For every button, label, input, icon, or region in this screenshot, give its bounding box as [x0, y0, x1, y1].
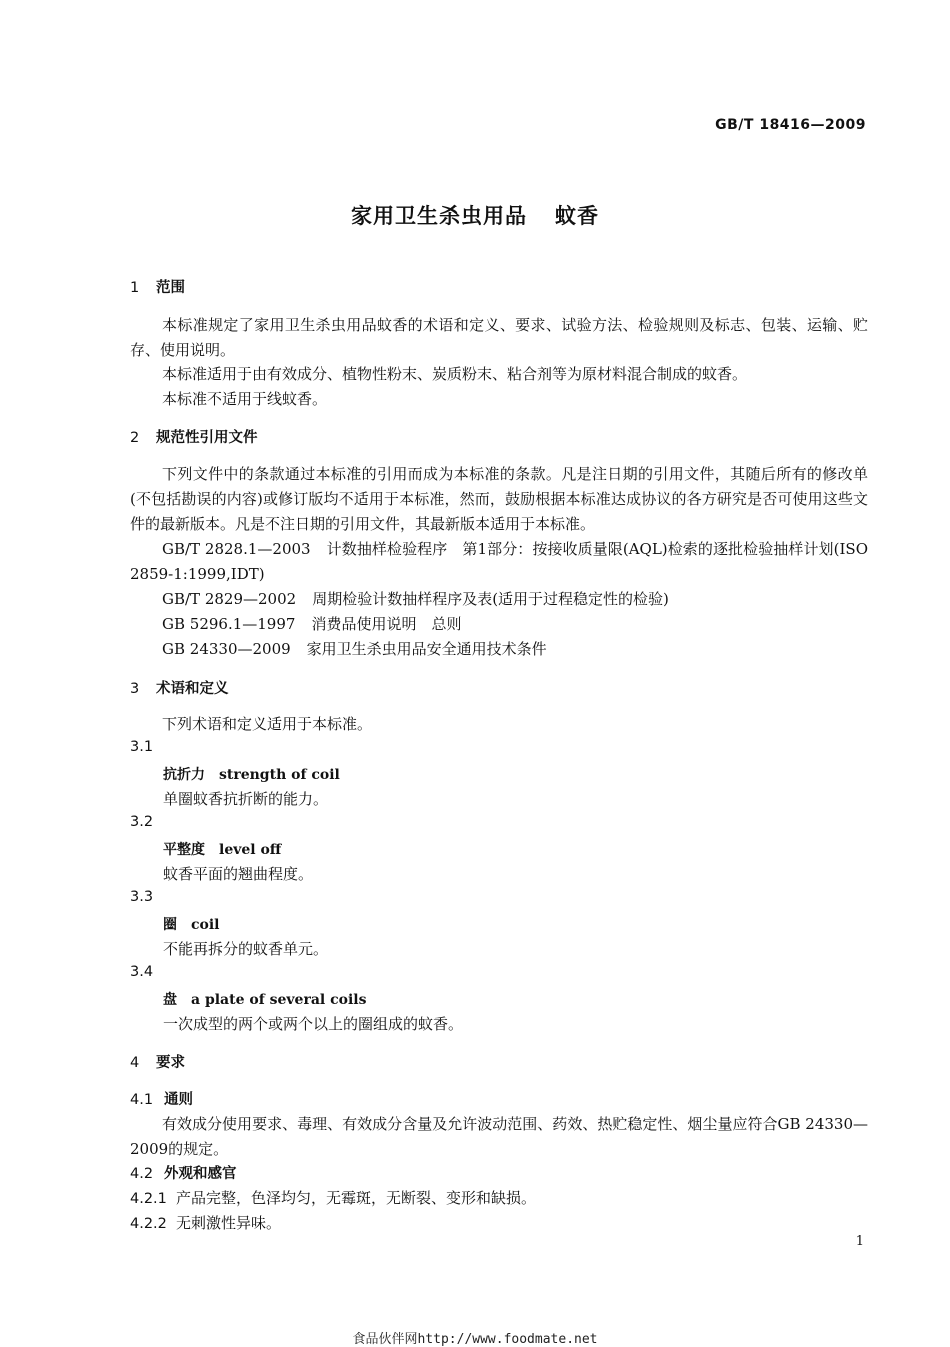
- term-en: strength of coil: [219, 767, 340, 783]
- clause-4-2-heading: 4.2 外观和感官: [130, 1166, 237, 1182]
- reference-title: 计数抽样检验程序 第1部分：按接收质量限(AQL)检索的逐批检验抽样计划(ISO 2859-1:1999,IDT): [130, 540, 868, 583]
- term-definition: 蚊香平面的翘曲程度。: [163, 865, 314, 883]
- term-zh: 圈: [163, 917, 177, 933]
- clause-number: 3.3: [130, 889, 154, 905]
- reference-code: GB 24330—2009: [162, 640, 291, 658]
- clause-number: 4.2.2: [130, 1216, 167, 1232]
- term-entry: [163, 764, 340, 784]
- term-en: level off: [219, 842, 282, 858]
- clause-number: 3.1: [130, 739, 154, 755]
- section-4-heading: 4 要求: [130, 1055, 185, 1071]
- term-en: a plate of several coils: [191, 992, 367, 1008]
- clause-4-1-heading: 4.1 通则: [130, 1092, 193, 1108]
- term-en: coil: [191, 917, 220, 933]
- clause-4-2-1: [130, 1187, 536, 1208]
- term-zh: 平整度: [163, 842, 205, 858]
- section-1-heading: 1 范围: [130, 280, 185, 296]
- reference-item: [130, 587, 868, 612]
- reference-title: 家用卫生杀虫用品安全通用技术条件: [306, 640, 547, 658]
- title-part2: 蚊香: [555, 204, 599, 228]
- term-entry: [163, 914, 220, 934]
- document-title: [0, 200, 950, 230]
- term-definition: 单圈蚊香抗折断的能力。: [163, 790, 329, 808]
- section-3-heading: 3 术语和定义: [130, 681, 229, 697]
- clause-number: 3.4: [130, 964, 154, 980]
- reference-code: GB/T 2828.1—2003: [162, 540, 311, 558]
- reference-title: 消费品使用说明 总则: [311, 615, 462, 633]
- reference-code: GB 5296.1—1997: [162, 615, 296, 633]
- page-number: 1: [855, 1234, 864, 1249]
- term-zh: 抗折力: [163, 767, 205, 783]
- term-entry: [163, 839, 281, 859]
- clause-4-2-2: [130, 1212, 281, 1233]
- section-2-heading: 2 规范性引用文件: [130, 430, 258, 446]
- section-1-paragraph-1: 本标准规定了家用卫生杀虫用品蚊香的术语和定义、要求、试验方法、检验规则及标志、包装、运输、贮存、使用说明。: [130, 316, 868, 359]
- clause-number: 4.2.1: [130, 1191, 167, 1207]
- title-part1: 家用卫生杀虫用品: [351, 204, 527, 228]
- reference-title: 周期检验计数抽样程序及表(适用于过程稳定性的检验): [312, 590, 669, 608]
- term-definition: 一次成型的两个或两个以上的圈组成的蚊香。: [163, 1015, 464, 1033]
- footer-watermark: 食品伙伴网http://www.foodmate.net: [352, 1332, 598, 1347]
- reference-item: [130, 637, 868, 662]
- section-1-paragraph-2: 本标准适用于由有效成分、植物性粉末、炭质粉末、粘合剂等为原材料混合制成的蚊香。: [162, 365, 748, 383]
- term-zh: 盘: [163, 992, 177, 1008]
- clause-text: 无刺激性异味。: [176, 1214, 282, 1232]
- term-definition: 不能再拆分的蚊香单元。: [163, 940, 329, 958]
- standard-number: GB/T 18416—2009: [715, 117, 866, 133]
- section-3-intro: 下列术语和定义适用于本标准。: [162, 715, 373, 733]
- clause-number: 3.2: [130, 814, 154, 830]
- section-1-paragraph-3: 本标准不适用于线蚊香。: [162, 390, 328, 408]
- reference-item: [130, 537, 868, 587]
- reference-item: [130, 612, 868, 637]
- clause-4-1-text: 有效成分使用要求、毒理、有效成分含量及允许波动范围、药效、热贮稳定性、烟尘量应符合GB 24330—2009的规定。: [130, 1115, 868, 1158]
- reference-code: GB/T 2829—2002: [162, 590, 297, 608]
- term-entry: [163, 989, 366, 1009]
- clause-text: 产品完整，色泽均匀，无霉斑，无断裂、变形和缺损。: [176, 1189, 537, 1207]
- section-2-paragraph: 下列文件中的条款通过本标准的引用而成为本标准的条款。凡是注日期的引用文件，其随后所有的修改单(不包括勘误的内容)或修订版均不适用于本标准，然而，鼓励根据本标准达成协议的各方研究是否可使用这些文件的最新版本。凡是不注日期的引用文件，其最新版本适用于本标准。: [130, 465, 868, 533]
